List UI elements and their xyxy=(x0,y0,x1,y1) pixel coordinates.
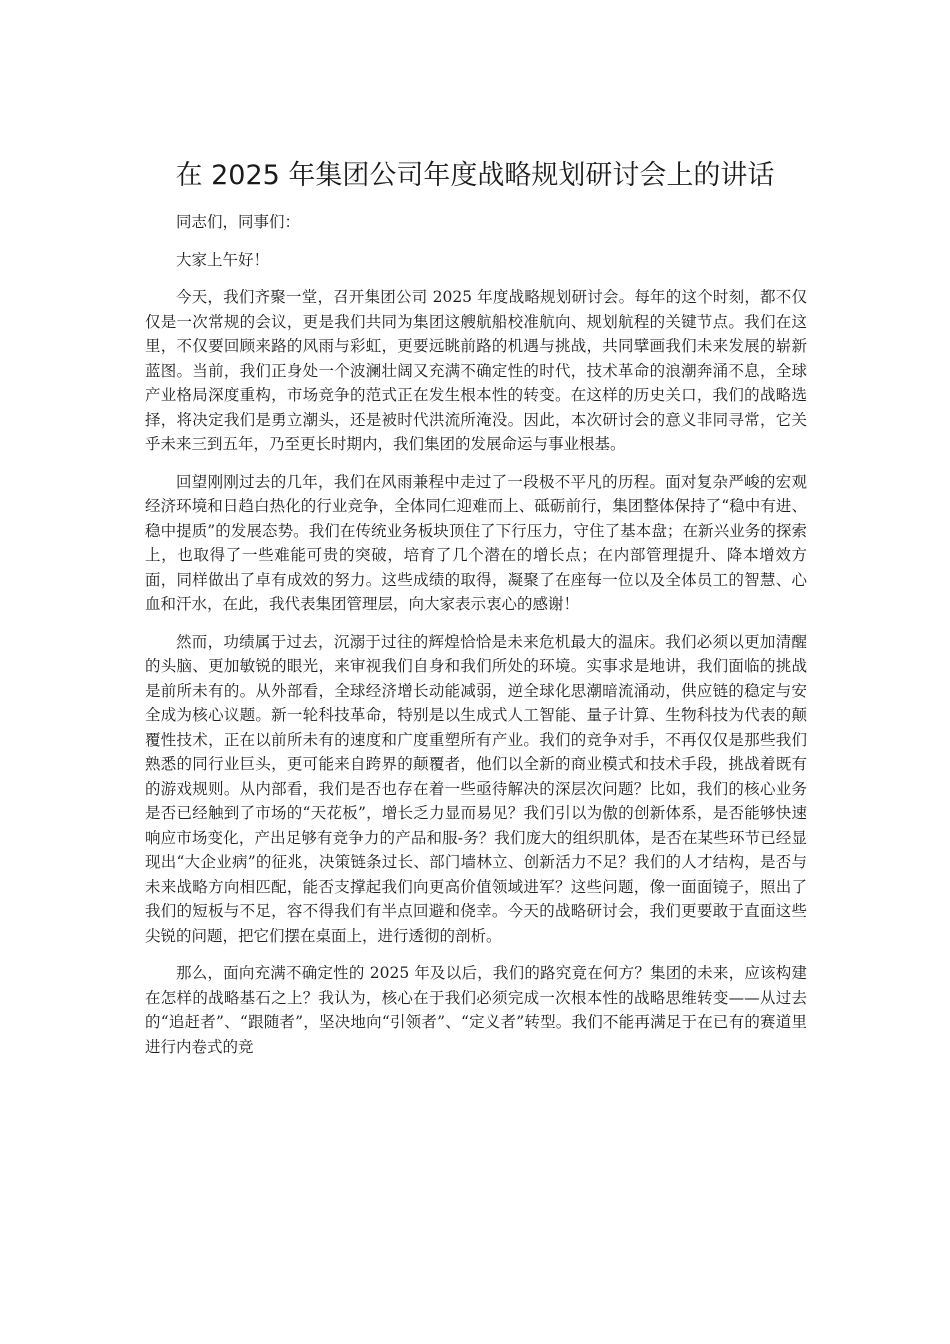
paragraph: 那么，面向充满不确定性的 2025 年及以后，我们的路究竟在何方？集团的未来，应该构建在怎样的战略基石之上？我认为，核心在于我们必须完成一次根本性的战略思维转变——从过去的“追赶者”、“跟随者”，坚决地向“引领者”、“定义者”转型。我们不能再满足于在已有的赛道里进行内卷式的竞 xyxy=(145,964,807,1056)
greeting: 大家上午好！ xyxy=(176,250,270,269)
paragraph: 然而，功绩属于过去，沉溺于过往的辉煌恰恰是未来危机最大的温床。我们必须以更加清醒的头脑、更加敏锐的眼光，来审视我们自身和我们所处的环境。实事求是地讲，我们面临的挑战是前所未有的。从外部看，全球经济增长动能减弱，逆全球化思潮暗流涌动，供应链的稳定与安全成为核心议题。新一轮科技革命，特别是以生成式人工智能、量子计算、生物科技为代表的颠覆性技术，正在以前所未有的速度和广度重塑所有产业。我们的竞争对手，不再仅仅是那些我们熟悉的同行业巨头，更可能来自跨界的颠覆者，他们以全新的商业模式和技术手段，挑战着既有的游戏规则。从内部看，我们是否也存在着一些亟待解决的深层次问题？比如，我们的核心业务是否已经触到了市场的“天花板”，增长乏力显而易见？我们引以为傲的创新体系，是否能够快速响应市场变化，产出足够有竞争力的产品和服-务？我们庞大的组织肌体，是否在某些环节已经显现出“大企业病”的征兆，决策链条过长、部门墙林立、创新活力不足？我们的人才结构，是否与未来战略方向相匹配，能否支撑起我们向更高价值领域进军？这些问题，像一面面镜子，照出了我们的短板与不足，容不得我们有半点回避和侥幸。今天的战略研讨会，我们更要敢于直面这些尖锐的问题，把它们摆在桌面上，进行透彻的剖析。 xyxy=(145,632,807,945)
document-body xyxy=(145,210,807,1072)
document-title: 在 2025 年集团公司年度战略规划研讨会上的讲话 xyxy=(175,160,775,191)
paragraph: 今天，我们齐聚一堂，召开集团公司 2025 年度战略规划研讨会。每年的这个时刻，都不仅仅是一次常规的会议，更是我们共同为集团这艘航船校准航向、规划航程的关键节点。我们在这里，不仅要回顾来路的风雨与彩虹，更要远眺前路的机遇与挑战，共同擘画我们未来发展的崭新蓝图。当前，我们正身处一个波澜壮阔又充满不确定性的时代，技术革命的浪潮奔涌不息，全球产业格局深度重构，市场竞争的范式正在发生根本性的转变。在这样的历史关口，我们的战略选择，将决定我们是勇立潮头，还是被时代洪流所淹没。因此，本次研讨会的意义非同寻常，它关乎未来三到五年，乃至更长时期内，我们集团的发展命运与事业根基。 xyxy=(145,288,807,453)
salutation: 同志们，同事们： xyxy=(176,213,301,231)
paragraph: 回望刚刚过去的几年，我们在风雨兼程中走过了一段极不平凡的历程。面对复杂严峻的宏观经济环境和日趋白热化的行业竞争，全体同仁迎难而上、砥砺前行，集团整体保持了“稳中有进、稳中提质”的发展态势。我们在传统业务板块顶住了下行压力，守住了基本盘；在新兴业务的探索上，也取得了一些难能可贵的突破，培育了几个潜在的增长点；在内部管理提升、降本增效方面，同样做出了卓有成效的努力。这些成绩的取得，凝聚了在座每一位以及全体员工的智慧、心血和汗水，在此，我代表集团管理层，向大家表示衷心的感谢！ xyxy=(145,472,807,613)
